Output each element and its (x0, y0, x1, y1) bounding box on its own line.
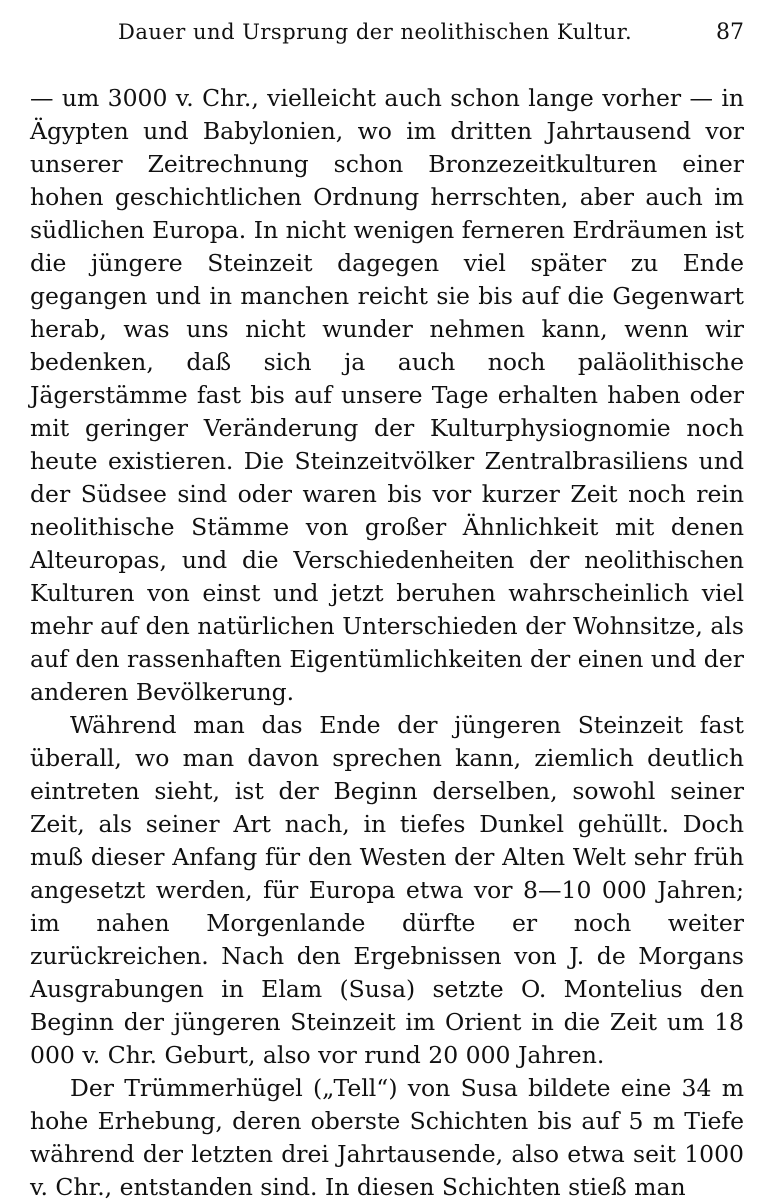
paragraph-susa-mound: Der Trümmerhügel („Tell“) von Susa bildete eine 34 m hohe Erhebung, deren oberste Schichten bis auf 5 m Tiefe während der letzten drei Jahrtausende, also etwa seit 1000 v. Chr., entstanden sind. In diesen Schichten stieß man (30, 1074, 744, 1201)
page-number: 87 (716, 20, 744, 45)
paragraph-continuation: — um 3000 v. Chr., vielleicht auch schon lange vorher — in Ägypten und Babylonien, wo im dritten Jahrtausend vor unserer Zeitrechnung schon Bronzezeitkulturen einer hohen geschichtlichen Ordnung herrschten, aber auch im südlichen Europa. In nicht wenigen ferneren Erdräumen ist die jüngere Steinzeit dagegen viel später zu Ende gegangen und in manchen reicht sie bis auf die Gegenwart herab, was uns nicht wunder nehmen kann, wenn wir bedenken, daß sich ja auch noch paläolithische Jägerstämme fast bis auf unsere Tage erhalten haben oder mit geringer Veränderung der Kulturphysiognomie noch heute existieren. Die Steinzeitvölker Zentralbrasiliens und der Südsee sind oder waren bis vor kurzer Zeit noch rein neolithische Stämme von großer Ähnlichkeit mit denen Alteuropas, und die Verschiedenheiten der neolithischen Kulturen von einst und jetzt beruhen wahrscheinlich viel mehr auf den natürlichen Unterschieden der Wohnsitze, als auf den rassenhaften Eigentümlichkeiten der einen und der anderen Bevölkerung. (30, 84, 744, 706)
running-title: Dauer und Ursprung der neolithischen Kultur. (118, 20, 633, 44)
paragraph-neolithic-beginning: Während man das Ende der jüngeren Steinzeit fast überall, wo man davon sprechen kann, ziemlich deutlich eintreten sieht, ist der Beginn derselben, sowohl seiner Zeit, als seiner Art nach, in tiefes Dunkel gehüllt. Doch muß dieser Anfang für den Westen der Alten Welt sehr früh angesetzt werden, für Europa etwa vor 8—10 000 Jahren; im nahen Morgenlande dürfte er noch weiter zurückreichen. Nach den Ergebnissen von J. de Morgans Ausgrabungen in Elam (Susa) setzte O. Montelius den Beginn der jüngeren Steinzeit im Orient in die Zeit um 18 000 v. Chr. Geburt, also vor rund 20 000 Jahren. (30, 711, 744, 1069)
body-text (30, 82, 744, 1204)
running-header (30, 16, 744, 48)
